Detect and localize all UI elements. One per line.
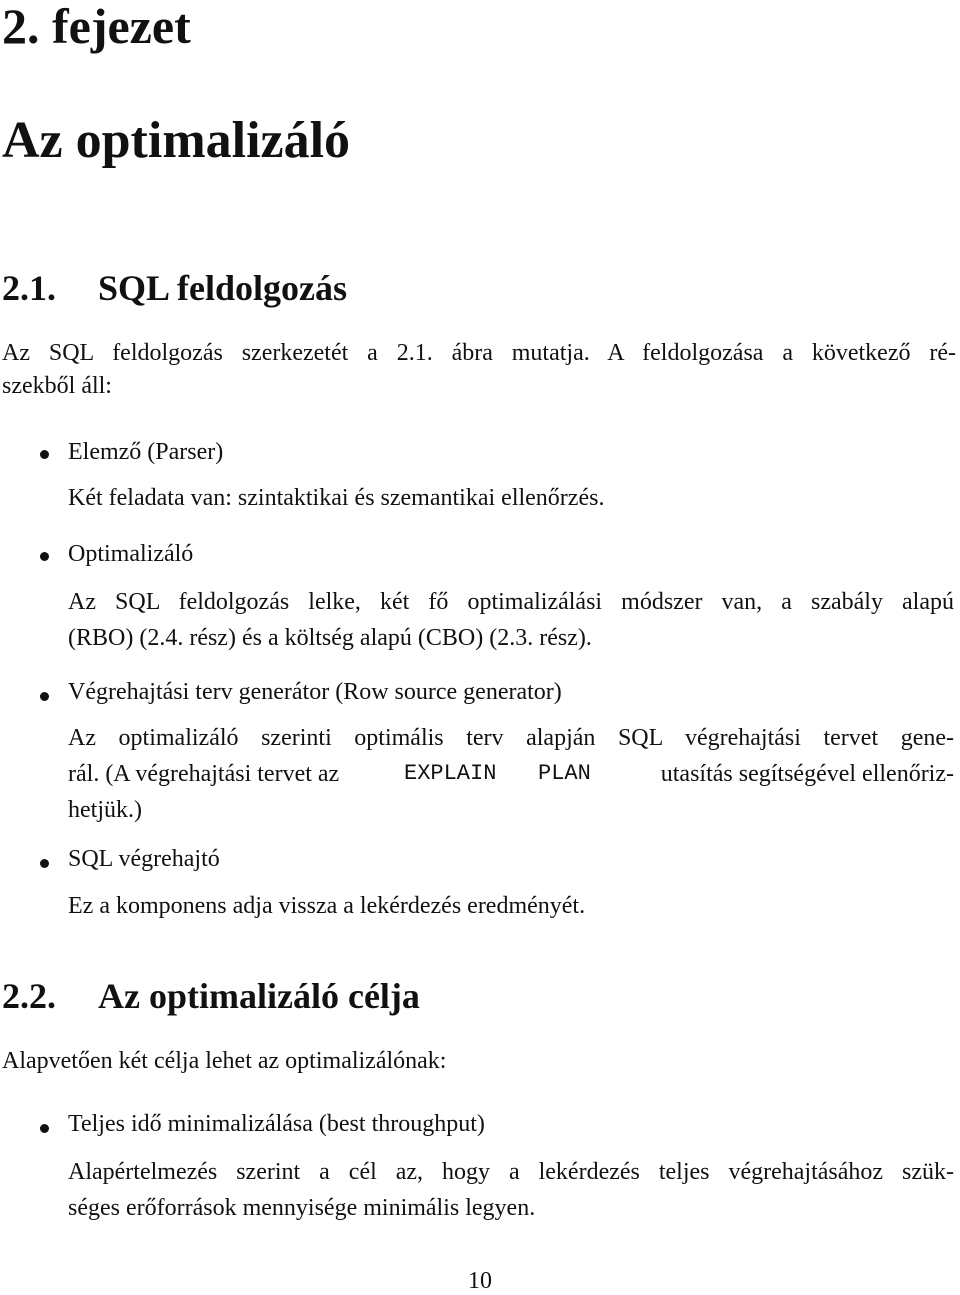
- body-line: hetjük.): [68, 797, 142, 823]
- list-item-title: Végrehajtási terv generátor (Row source generator): [68, 679, 562, 705]
- list-item-body: [68, 584, 954, 656]
- section-number: 2.2.: [2, 976, 56, 1016]
- section-1-intro: [2, 337, 956, 403]
- bullet-icon: [40, 552, 49, 561]
- body-line: Az optimalizáló szerinti optimális terv alapján SQL végrehajtási tervet gene-: [68, 725, 954, 751]
- section-heading-2-2: [2, 973, 420, 1019]
- body-line: séges erőforrások mennyisége minimális legyen.: [68, 1195, 536, 1221]
- intro-line: Az SQL feldolgozás szerkezetét a 2.1. ábra mutatja. A feldolgozása a következő ré-: [2, 340, 956, 366]
- list-item-title: Optimalizáló: [68, 541, 194, 567]
- bullet-icon: [40, 450, 49, 459]
- list-item-title: Teljes idő minimalizálása (best throughput): [68, 1111, 485, 1137]
- body-text-segment: rál. (A végrehajtási tervet az: [68, 761, 340, 787]
- bullet-icon: [40, 1124, 49, 1133]
- list-item-title: Elemző (Parser): [68, 439, 224, 465]
- body-line: [68, 756, 954, 792]
- body-text-segment: utasítás segítségével ellenőriz-: [660, 761, 954, 787]
- chapter-title: Az optimalizáló: [2, 112, 351, 169]
- section-title: SQL feldolgozás: [98, 268, 348, 308]
- list-item-body: [68, 720, 954, 828]
- body-line: Alapértelmezés szerint a cél az, hogy a lekérdezés teljes végrehajtásához szük-: [68, 1159, 954, 1185]
- section-heading-2-1: [2, 265, 347, 311]
- body-line: (RBO) (2.4. rész) és a költség alapú (CBO) (2.3. rész).: [68, 625, 592, 651]
- section-title: Az optimalizáló célja: [98, 976, 420, 1016]
- bullet-icon: [40, 692, 49, 701]
- page-number: 10: [468, 1268, 492, 1294]
- list-item-body: Két feladata van: szintaktikai és szemantikai ellenőrzés.: [68, 485, 605, 511]
- section-number: 2.1.: [2, 268, 56, 308]
- list-item-body: Ez a komponens adja vissza a lekérdezés eredményét.: [68, 893, 586, 919]
- code-text: EXPLAIN: [404, 761, 497, 786]
- code-text: PLAN: [538, 761, 591, 786]
- chapter-label: 2. fejezet: [2, 0, 191, 54]
- list-item-title: SQL végrehajtó: [68, 846, 220, 872]
- body-line: Az SQL feldolgozás lelke, két fő optimalizálási módszer van, a szabály alapú: [68, 589, 954, 615]
- intro-line: szekből áll:: [2, 373, 112, 399]
- list-item-body: [68, 1154, 954, 1226]
- bullet-icon: [40, 859, 49, 868]
- section-2-intro: Alapvetően két célja lehet az optimalizálónak:: [2, 1048, 447, 1074]
